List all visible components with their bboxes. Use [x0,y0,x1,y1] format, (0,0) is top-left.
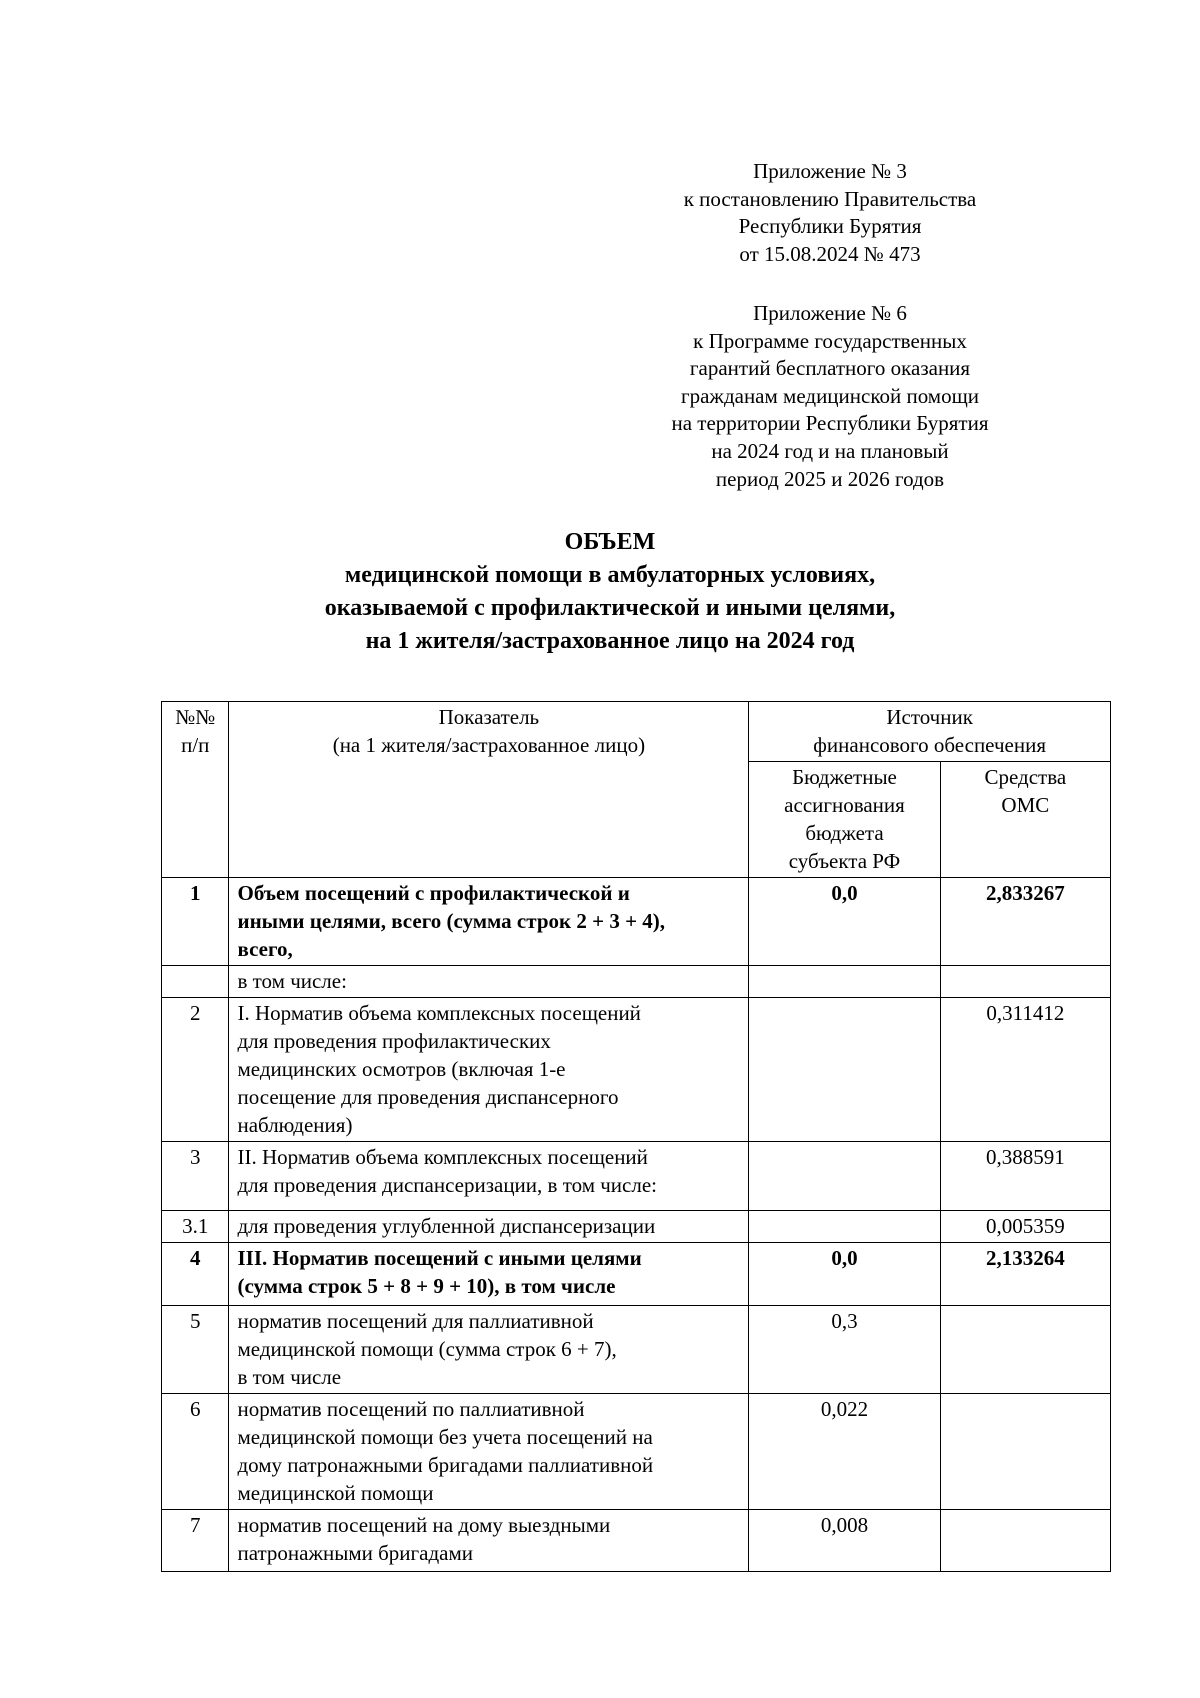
header-num-cell [162,702,229,878]
volume-table [161,701,1111,1572]
row-indicator [229,1142,749,1211]
row-budget-value: 0,022 [749,1394,940,1510]
row-indicator-line: норматив посещений на дому выездными [237,1513,611,1537]
row-indicator [229,1510,749,1572]
header-budget-line: бюджета [805,821,884,845]
header-num-line: №№ [175,705,216,729]
row-budget-value [749,1142,940,1211]
row-indicator-line: медицинской помощи без учета посещений на [237,1425,653,1449]
table-row [162,966,1111,998]
row-indicator-line: для проведения углубленной диспансеризации [237,1214,656,1238]
row-num: 1 [162,878,229,966]
table-row [162,1243,1111,1306]
appendix-6-line: на территории Республики Бурятия [671,411,989,436]
row-budget-value [749,998,940,1142]
row-indicator [229,966,749,998]
row-indicator-line: (сумма строк 5 + 8 + 9 + 10), в том числе [237,1274,616,1298]
row-indicator-line: норматив посещений для паллиативной [237,1309,594,1333]
row-indicator-line: медицинской помощи (сумма строк 6 + 7), [237,1337,617,1361]
row-indicator-line: всего, [237,937,293,961]
row-num [162,966,229,998]
row-indicator-line: медицинских осмотров (включая 1-е [237,1057,566,1081]
table-row [162,878,1111,966]
header-oms-line: Средства [984,765,1067,789]
row-indicator-line: для проведения диспансеризации, в том числе: [237,1173,657,1197]
row-oms-value [940,966,1110,998]
row-budget-value [749,966,940,998]
appendix-6-line: к Программе государственных [693,328,967,353]
row-indicator-line: иными целями, всего (сумма строк 2 + 3 + 4), [237,909,666,933]
row-indicator-line: посещение для проведения диспансерного [237,1085,619,1109]
row-oms-value: 0,311412 [940,998,1110,1142]
title-line: медицинской помощи в амбулаторных условиях, [344,562,876,588]
header-source-line: Источник [886,705,973,729]
row-num: 2 [162,998,229,1142]
row-indicator-line: I. Норматив объема комплексных посещений [237,1001,641,1025]
row-indicator-line: норматив посещений по паллиативной [237,1397,585,1421]
appendix-3-block [610,158,1050,268]
row-indicator-line: III. Норматив посещений с иными целями [237,1246,642,1270]
appendix-6-line: Приложение № 6 [753,301,907,325]
row-budget-value [749,1211,940,1243]
appendix-6-line: гарантий бесплатного оказания [689,356,971,381]
row-indicator-line: патронажными бригадами [237,1541,474,1565]
header-budget-line: субъекта РФ [788,849,901,873]
header-indicator-line: (на 1 жителя/застрахованное лицо) [332,733,646,757]
row-indicator [229,1243,749,1306]
row-num: 3 [162,1142,229,1211]
row-oms-value: 2,133264 [940,1243,1110,1306]
row-num: 3.1 [162,1211,229,1243]
table-row [162,1211,1111,1243]
header-budget-line: Бюджетные [792,765,897,789]
header-oms-cell [940,762,1110,878]
row-oms-value [940,1306,1110,1394]
header-num-line: п/п [181,733,210,757]
table-header-row [162,702,1111,762]
row-oms-value [940,1510,1110,1572]
appendix-6-block [610,300,1050,493]
header-budget-line: ассигнования [784,793,905,817]
appendix-3-line: Приложение № 3 [753,159,907,183]
document-title [160,526,1060,658]
header-indicator-cell [229,702,749,878]
appendix-6-line: гражданам медицинской помощи [681,383,979,408]
row-oms-value: 0,005359 [940,1211,1110,1243]
row-indicator-line: в том числе: [237,969,347,993]
row-indicator-line: для проведения профилактических [237,1029,551,1053]
row-num: 4 [162,1243,229,1306]
row-indicator-line: наблюдения) [237,1113,353,1137]
table-row [162,1394,1111,1510]
row-num: 6 [162,1394,229,1510]
row-indicator [229,1394,749,1510]
row-num: 5 [162,1306,229,1394]
appendix-6-line: период 2025 и 2026 годов [715,466,945,491]
row-indicator [229,878,749,966]
row-indicator-line: дому патронажными бригадами паллиативной [237,1453,654,1477]
appendix-3-line: от 15.08.2024 № 473 [739,241,921,266]
header-source-line: финансового обеспечения [813,733,1046,757]
row-budget-value: 0,0 [749,878,940,966]
row-indicator [229,1306,749,1394]
row-indicator [229,1211,749,1243]
table-row [162,998,1111,1142]
row-num: 7 [162,1510,229,1572]
row-oms-value: 0,388591 [940,1142,1110,1211]
row-oms-value: 2,833267 [940,878,1110,966]
row-indicator-line: медицинской помощи [237,1481,434,1505]
row-indicator-line: II. Норматив объема комплексных посещений [237,1145,648,1169]
row-budget-value: 0,008 [749,1510,940,1572]
table-row [162,1510,1111,1572]
table-row [162,1306,1111,1394]
row-indicator-line: Объем посещений с профилактической и [237,881,630,905]
row-oms-value [940,1394,1110,1510]
appendix-3-line: Республики Бурятия [738,214,922,239]
row-budget-value: 0,3 [749,1306,940,1394]
row-indicator-line: в том числе [237,1365,342,1389]
appendix-6-line: на 2024 год и на плановый [711,438,949,463]
appendix-3-line: к постановлению Правительства [683,186,977,211]
row-indicator [229,998,749,1142]
header-source-cell [749,702,1111,762]
header-budget-cell [749,762,940,878]
header-indicator-line: Показатель [438,705,540,729]
row-budget-value: 0,0 [749,1243,940,1306]
table-row [162,1142,1111,1211]
title-line: на 1 жителя/застрахованное лицо на 2024 год [365,628,855,654]
header-oms-line: ОМС [1001,793,1050,817]
title-line: оказываемой с профилактической и иными целями, [324,595,896,621]
title-line: ОБЪЕМ [564,529,656,555]
